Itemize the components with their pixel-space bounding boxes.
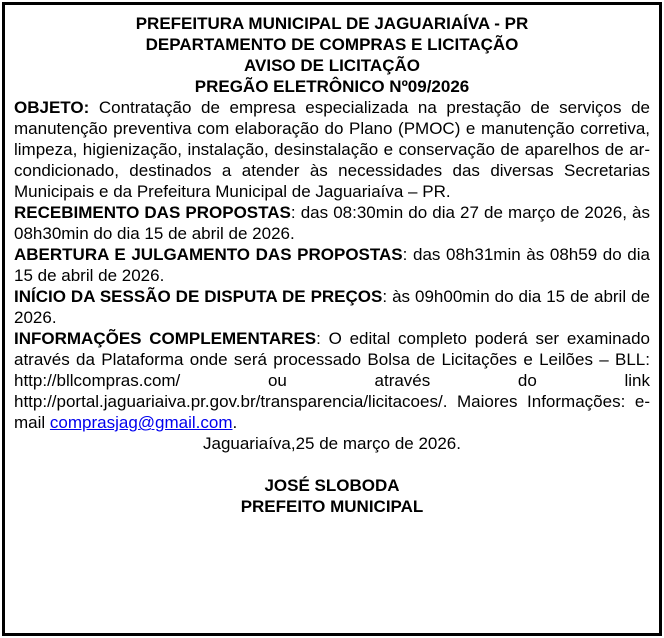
label-informacoes: INFORMAÇÕES COMPLEMENTARES	[14, 329, 317, 348]
paragraph-abertura	[14, 244, 650, 286]
header-pregao-line: PREGÃO ELETRÔNICO Nº09/2026	[194, 77, 470, 96]
label-abertura: ABERTURA E JULGAMENTO DAS PROPOSTAS	[14, 245, 403, 264]
label-inicio-sessao: INÍCIO DA SESSÃO DE DISPUTA DE PREÇOS	[14, 287, 383, 306]
label-recebimento: RECEBIMENTO DAS PROPOSTAS	[14, 203, 291, 222]
header-notice-line: AVISO DE LICITAÇÃO	[244, 56, 420, 75]
paragraph-recebimento	[14, 202, 650, 244]
paragraph-inicio-sessao	[14, 286, 650, 328]
text-objeto: Contratação de empresa especializada na prestação de serviços de manutenção preventiva com elaboração do Plano (PMOC) e manutenção corretiva, limpeza, higienização, instalação, desinstalação e conservação de aparelhos de ar-condicionado, destinados a atender às necessidades das diversas Secretarias Municipais e da Prefeitura Municipal de Jaguariaíva – PR.	[14, 98, 650, 201]
paragraph-objeto	[14, 97, 650, 202]
signature-name: JOSÉ SLOBODA	[264, 476, 400, 495]
text-informacoes: : O edital completo poderá ser examinado através da Plataforma onde será processado Bolsa de Licitações e Leilões – BLL: http://bllcompras.com/ ou através do link http://portal.jaguariaiva.pr.gov.br/transparencia/licitacoes/. Maiores Informações: e-mail	[14, 329, 651, 432]
signature-title: PREFEITO MUNICIPAL	[240, 497, 424, 516]
header-org-line: PREFEITURA MUNICIPAL DE JAGUARIAÍVA - PR	[135, 14, 529, 33]
text-informacoes-end: .	[232, 413, 238, 432]
notice-document	[2, 2, 662, 636]
paragraph-informacoes	[14, 328, 650, 433]
text-inicio-sessao: : às 09h00min do dia 15 de abril de 2026.	[14, 287, 650, 327]
text-abertura: : das 08h31min às 08h59 do dia 15 de abril de 2026.	[14, 245, 650, 285]
text-recebimento: : das 08:30min do dia 27 de março de 2026, às 08h30min do dia 15 de abril de 2026.	[14, 203, 650, 243]
email-link[interactable]: comprasjag@gmail.com	[49, 413, 233, 432]
date-line: Jaguariaíva,25 de março de 2026.	[202, 434, 461, 453]
label-objeto: OBJETO:	[14, 98, 90, 117]
header-dept-line: DEPARTAMENTO DE COMPRAS E LICITAÇÃO	[145, 35, 519, 54]
signature-block	[14, 475, 650, 517]
document-header	[14, 13, 650, 97]
